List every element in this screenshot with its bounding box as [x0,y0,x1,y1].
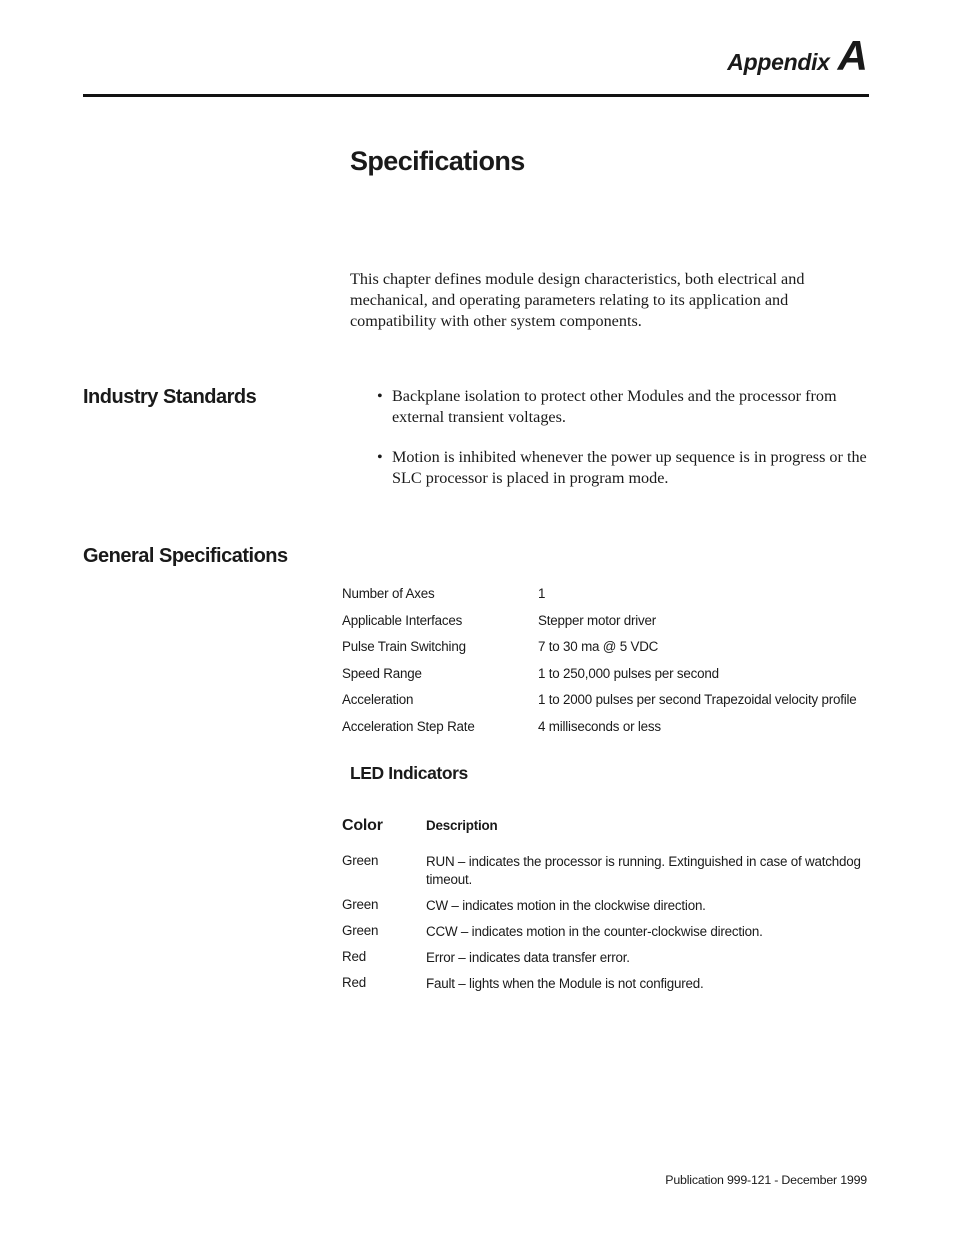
industry-standards-heading: Industry Standards [83,386,257,408]
spec-value: 4 milliseconds or less [538,718,661,734]
spec-label: Acceleration [342,692,414,708]
table-row [342,897,866,915]
led-indicators-table [342,817,866,1001]
header-rule [83,94,869,97]
led-color: Green [342,853,379,868]
bullet-icon: • [377,387,383,405]
spec-value: 1 [538,586,546,601]
led-color: Red [342,948,366,964]
table-row [342,692,878,719]
spec-label: Acceleration Step Rate [342,718,475,734]
table-row [342,719,878,746]
bullet-text: Backplane isolation to protect other Modules and the processor from external transient voltages. [392,387,837,426]
table-row [342,923,866,941]
intro-paragraph: This chapter defines module design characteristics, both electrical and mechanical, and operating parameters relating to its application and compatibility with other system components. [350,270,805,330]
table-row [342,666,878,693]
led-description: CCW – indicates motion in the counter-clockwise direction. [426,923,763,939]
table-row [342,975,866,993]
spec-value: 1 to 2000 pulses per second Trapezoidal velocity profile [538,692,857,708]
list-item [377,447,869,488]
spec-value: Stepper motor driver [538,612,657,628]
spec-label: Number of Axes [342,586,435,601]
table-row [342,586,878,613]
led-color: Red [342,974,366,990]
table-row [342,853,866,888]
general-specifications-heading: General Specifications [83,545,288,567]
table-header [342,817,866,853]
spec-label: Speed Range [342,665,422,681]
publication-footer: Publication 999-121 - December 1999 [665,1173,867,1187]
table-row [342,949,866,967]
color-column-header: Color [342,817,383,834]
bullet-text: Motion is inhibited whenever the power up sequence is in progress or the SLC processor is placed in program mode. [392,448,867,487]
appendix-label [727,32,868,80]
led-description: CW – indicates motion in the clockwise direction. [426,897,706,913]
appendix-letter: A [837,32,868,79]
spec-value: 7 to 30 ma @ 5 VDC [538,639,659,655]
led-description: Error – indicates data transfer error. [426,949,630,965]
description-column-header: Description [426,818,498,833]
led-color: Green [342,922,379,938]
industry-standards-list [377,386,869,508]
table-row [342,613,878,640]
page-title: Specifications [350,146,525,176]
led-description: RUN – indicates the processor is running. Extinguished in case of watchdog timeout. [426,854,861,887]
led-indicators-heading: LED Indicators [350,763,468,783]
list-item [377,386,869,427]
led-color: Green [342,896,379,912]
spec-label: Applicable Interfaces [342,612,463,628]
appendix-word: Appendix [727,49,830,75]
spec-value: 1 to 250,000 pulses per second [538,665,719,681]
table-row [342,639,878,666]
general-specifications-table [342,586,878,746]
bullet-icon: • [377,448,383,466]
led-description: Fault – lights when the Module is not configured. [426,975,704,991]
spec-label: Pulse Train Switching [342,639,466,655]
